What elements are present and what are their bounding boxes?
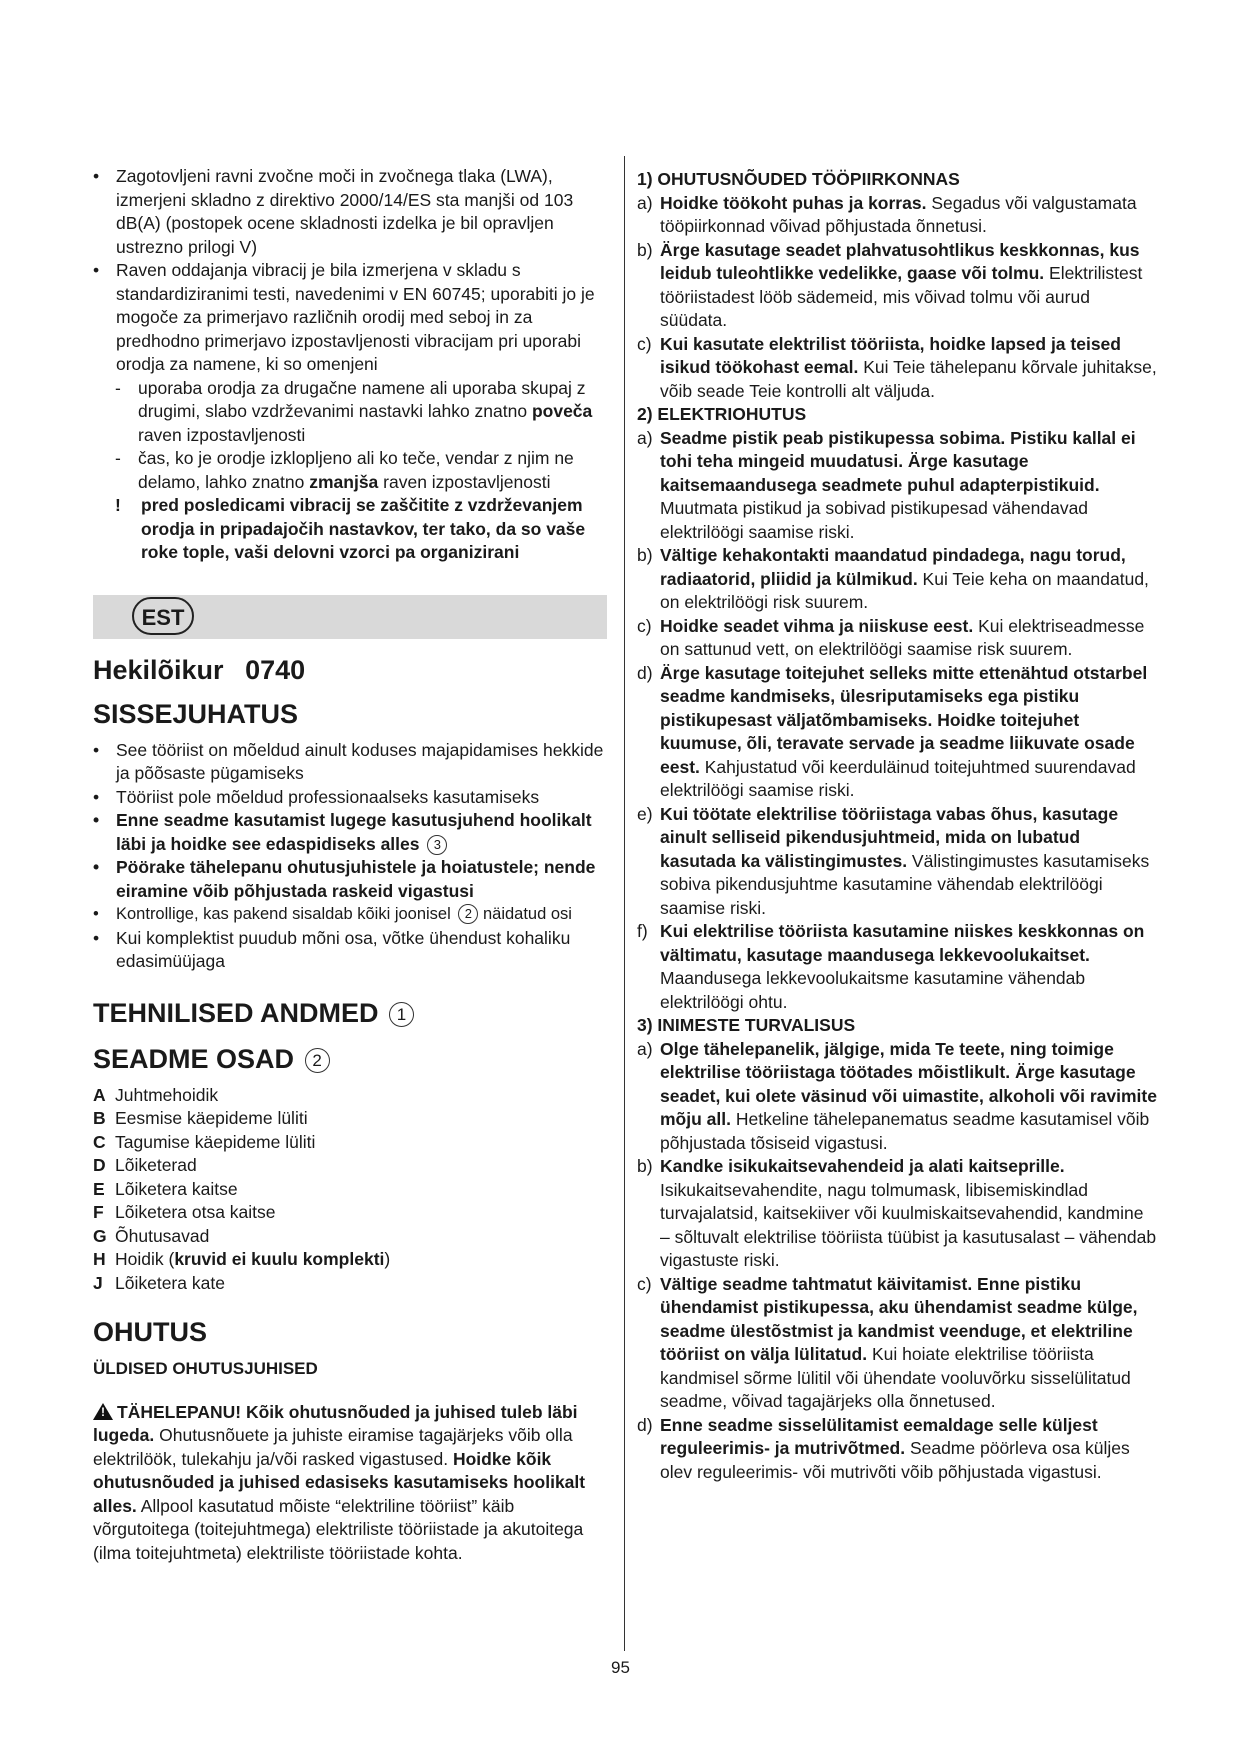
dash-item-decrease: - čas, ko je orodje izklopljeno ali ko teče, vendar z njim ne delamo, lahko znatno zmanjša raven izpostavljenosti [115,448,574,492]
part-item: E Lõiketera kaitse [93,1178,238,1199]
intro-item: • Tööriist pole mõeldud professionaalseks kasutamiseks [93,786,610,810]
language-bar [93,595,607,639]
product-title: Hekilõikur 0740 [93,654,306,685]
part-item: G Õhutusavad [93,1225,210,1246]
part-item: A Juhtmehoidik [93,1084,219,1105]
rule-item: c) Vältige seadme tahtmatut käivitamist. Enne pistiku ühendamist pistikupessa, aku ühendamist seadme külge, seadme ülestõstmist ja kandmist veenduge, et elektriline tööriist on välja lülitatud. Kui hoiate elektrilise tööriista kandmisel sõrme lülitil või ühendate vooluvõrku sisselülitatud seadme, võivad tagajärjeks olla õnnetused. [637,1273,1138,1411]
figure-ref: 2 [458,904,478,924]
section-work-area: 1) OHUTUSNÕUDED TÖÖPIIRKONNAS [637,169,960,189]
general-safety-heading: ÜLDISED OHUTUSJUHISED [93,1359,318,1378]
page-number: 95 [611,1658,630,1677]
rule-item: f) Kui elektrilise tööriista kasutamine niiskes keskkonnas on vältimatu, kasutage maandusega lekkevoolukaitset. Maandusega lekkevoolukaitsme kasutamine vähendab elektrilöögi ohtu. [637,921,1145,1012]
noise-bullet: • Zagotovljeni ravni zvočne moči in zvočnega tlaka (LWA), izmerjeni skladno z direktivo 2000/14/ES sta manjši od 103 dB(A) (postopek ocene skladnosti izdelka je bil opravljen ustrezno prilogi V) [93,165,610,259]
rule-item: b) Kandke isikukaitsevahendeid ja alati kaitseprille. Isikukaitsevahendite, nagu tolmumask, libisemiskindlad turvajalatsid, kaitsekiiver või kuulmiskaitsevahendid, kandmine – sõltuvalt elektrilise tööriista tüübist ja kasutusalast – vähendab vigastuste riski. [637,1156,1157,1270]
parts-list [93,1084,610,1296]
part-item: C Tagumise käepideme lüliti [93,1131,316,1152]
right-column [637,168,1157,1484]
rule-item: a) Hoidke töökoht puhas ja korras. Segadus või valgustamata tööpiirkonnad võivad põhjustada õnnetusi. [637,192,1137,236]
dash-item-increase: - uporaba orodja za drugačne namene ali uporaba skupaj z drugimi, slabo vzdrževanimi nastavki lahko znatno poveča raven izpostavljenosti [115,377,593,445]
rule-item: a) Olge tähelepanelik, jälgige, mida Te teete, ning toimige elektrilise tööriistaga töötades mõistlikult. Ärge kasutage seadet, kui olete väsinud või uimastite, alkoholi või ravimite mõju all. Hetkeline tähelepanematus seadme kasutamisel võib põhjustada tõsiseid vigastusi. [637,1038,1157,1153]
rule-item: e) Kui töötate elektrilise tööriistaga vabas õhus, kasutage ainult selliseid pikendusjuhtmeid, mida on lubatud kasutada ka välistingimustes. Välistingimustes kasutamiseks sobiva pikendusjuhtme kasutamine vähendab elektrilöögi saamise riski. [637,803,1150,918]
vibration-warning: ! pred posledicami vibracij se zaščitite z vzdrževanjem orodja in pripadajočih nastavkov, ter tako, da so vaše roke tople, vaši delovni vzorci pa organizirani [115,495,586,562]
general-warning: !TÄHELEPANU! Kõik ohutusnõuded ja juhised tuleb läbi lugeda. Ohutusnõuete ja juhiste eiramise tagajärjeks võib olla elektrilöök, tulekahju ja/või rasked vigastused. Hoidke kõik ohutusnõuded ja juhised edasiseks kasutamiseks hoolikalt alles. Allpool kasutatud mõiste “elektriline tööriist” käib võrgutoitega (toitejuhtmega) elektriliste tööriistade ja akutoitega (ilma toitejuhtmeta) elektriliste tööriistade kohta. [93,1401,610,1566]
language-badge: EST [132,597,194,635]
rule-item: b) Ärge kasutage seadet plahvatusohtlikus keskkonnas, kus leidub tuleohtlikke vedelikke, gaase või tolmu. Elektrilistest tööriistadest lööb sädemeid, mis võivad tolmu või aurud süüdata. [637,239,1143,330]
part-item: H Hoidik (kruvid ei kuulu komplekti) [93,1249,391,1269]
rule-item: a) Seadme pistik peab pistikupessa sobima. Pistiku kallal ei tohi teha mingeid muudatusi. Ärge kasutage kaitsemaandusega seadmete puhul adapterpistikuid. Muutmata pistikud ja sobivad pistikupesad vähendavad elektrilöögi saamise riski. [637,427,1136,542]
figure-ref: 2 [305,1048,330,1073]
parts-heading: SEADME OSAD 2 [93,1042,610,1076]
rule-item: c) Kui kasutate elektrilist tööriista, hoidke lapsed ja teised isikud töökohast eemal. Kui Teie tähelepanu kõrvale juhitakse, võib seade Teie kontrolli alt väljuda. [637,333,1157,401]
intro-item: • See tööriist on mõeldud ainult koduses majapidamises hekkide ja põõsaste pügamiseks [93,739,610,786]
intro-item: • Kontrollige, kas pakend sisaldab kõiki joonisel 2 näidatud osi [93,903,610,927]
rule-item: d) Ärge kasutage toitejuhet selleks mitte ettenähtud otstarbel seadme kandmiseks, ülesriputamiseks ega pistiku pistikupesast väljatõmbamiseks. Hoidke toitejuhet kuumuse, õli, teravate servade ja seadme liikuvate osade eest. Kahjustatud või keerduläinud toitejuhtmed suurendavad elektrilöögi saamise riski. [637,662,1148,800]
rule-item: b) Vältige kehakontakti maandatud pindadega, nagu torud, radiaatorid, pliidid ja külmikud. Kui Teie keha on maandatud, on elektrilöögi risk suurem. [637,545,1149,612]
figure-ref: 1 [389,1002,414,1027]
rule-item: d) Enne seadme sisselülitamist eemaldage selle küljest reguleerimis- ja mutrivõtmed. Seadme pöörleva osa küljes olev reguleerimis- või mutrivõti võib põhjustada vigastusi. [637,1414,1130,1482]
rule-item: c) Hoidke seadet vihma ja niiskuse eest. Kui elektriseadmesse on sattunud vett, on elektrilöögi saamise risk suurem. [637,615,1145,659]
tech-data-heading: TEHNILISED ANDMED 1 [93,996,610,1030]
part-item: F Lõiketera otsa kaitse [93,1202,276,1222]
intro-item: • Pöörake tähelepanu ohutusjuhistele ja hoiatustele; nende eiramine võib põhjustada raskeid vigastusi [93,856,610,903]
part-item: J Lõiketera kate [93,1272,225,1293]
intro-item: • Enne seadme kasutamist lugege kasutusjuhend hoolikalt läbi ja hoidke see edaspidiseks alles 3 [93,809,610,856]
intro-item: • Kui komplektist puudub mõni osa, võtke ühendust kohaliku edasimüüjaga [93,927,610,974]
section-personal-safety: 3) INIMESTE TURVALISUS [637,1015,856,1035]
safety-heading: OHUTUS [93,1317,207,1347]
figure-ref: 3 [427,835,447,855]
warning-icon [93,1403,113,1420]
column-divider [624,156,625,1651]
part-item: D Lõiketerad [93,1155,197,1175]
part-item: B Eesmise käepideme lüliti [93,1108,308,1128]
vibration-bullet: • Raven oddajanja vibracij je bila izmerjena v skladu s standardiziranimi testi, navedenimi v EN 60745; uporabiti jo je mogoče za primerjavo različnih orodij med seboj in za predhodno primerjavo izpostavljenosti vibracijam pri uporabi orodja za namene, ki so omenjeni [93,259,610,377]
intro-heading: SISSEJUHATUS [93,698,299,729]
left-column [93,165,610,1565]
section-electrical: 2) ELEKTRIOHUTUS [637,404,807,424]
